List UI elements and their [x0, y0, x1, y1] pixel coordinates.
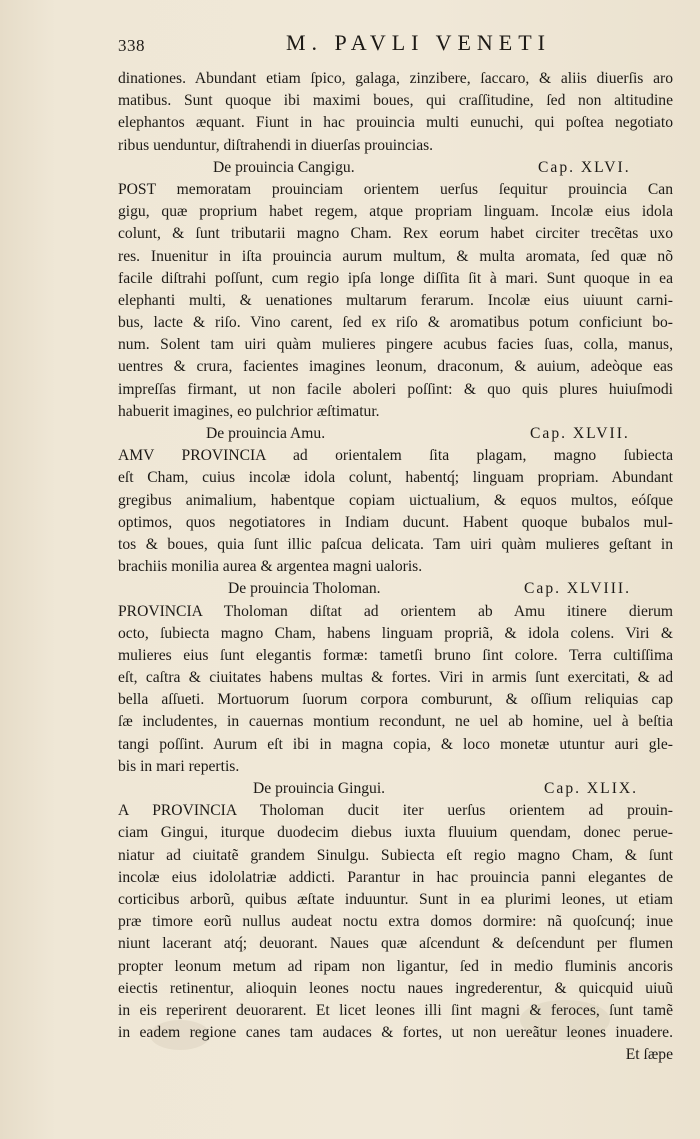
folio-number: 338 [118, 36, 145, 55]
text-line: A PROVINCIA Tholoman ducit iter uerſus orientem ad prouin- [118, 802, 673, 820]
chapter-heading [118, 157, 673, 179]
text-line: in eadem regione canes tam audaces & fortes, ut non uereãtur leones inuadere. [118, 1024, 673, 1042]
text-line: facile diſtrahi poſſunt, cum regio ipſa longe diſſita ſit à mari. Sunt quoque in ea [118, 269, 673, 287]
chapter-number: Cap. XLIX. [544, 780, 639, 797]
text-line: tangi poſſint. Aurum eſt ibi in magna copia, & loco monetæ utuntur auri gle- [118, 735, 673, 753]
text-line: tos & boues, quia ſunt illic paſcua delicata. Tam uiri quàm mulieres geſtant in [118, 535, 673, 553]
chapter-number: Cap. XLVII. [530, 425, 630, 442]
text-line: incolæ eius idololatriæ addicti. Parantur in hac prouincia panni elegantes de [118, 868, 673, 886]
chapter-title: De prouincia Tholoman. [228, 580, 381, 598]
paragraph [118, 68, 673, 157]
chapter-heading [118, 423, 673, 445]
text-line: bus, lacte & riſo. Vino carent, ſed ex riſo & aromatibus potum conficiunt bo- [118, 314, 673, 332]
text-line: eiectis retinentur, alioquin leones noctu naues ingrederentur, & quicquid uiuũ [118, 979, 673, 997]
text-line: in eis reperirent deuorarent. Et licet leones illi ſint magni & feroces, ſunt tamẽ [118, 1001, 673, 1019]
text-line: niatur ad ciuitatẽ grandem Sinulgu. Subiecta eſt regio magno Cham, & ſunt [118, 846, 673, 864]
chapter-number: Cap. XLVIII. [524, 580, 632, 598]
text-line: eſt, caſtra & ciuitates habens multas & fortes. Viri in armis ſunt exercitati, & ad [118, 669, 673, 687]
text-line: mulieres eius ſunt elegantis formæ: tametſi bruno ſint colore. Terra cultiſſima [118, 646, 673, 664]
text-line: optimos, quos negotiatores in Indiam ducunt. Habent quoque bubalos mul- [118, 513, 673, 531]
chapter-heading [118, 578, 673, 600]
chapter [118, 423, 673, 578]
text-line: niunt lacerant atq́; deuorant. Naues quæ aſcendunt & deſcendunt per flumen [118, 935, 673, 953]
running-head: M. PAVLI VENETI [286, 30, 552, 55]
chapter [118, 578, 673, 778]
text-line: brachiis monilia aurea & argentea magni ualoris. [118, 558, 423, 576]
text-line: præ timore eorũ nullus audeat noctu extra domos dormire: nã quoſcunq́; inue [118, 913, 673, 931]
chapter-heading [118, 778, 673, 800]
catchword: Et ſæpe [625, 1046, 673, 1064]
text-line: res. Inuenitur in iſta prouincia aurum multum, & multa aromata, ſed quæ nõ [118, 247, 673, 265]
body-text [118, 68, 673, 1066]
text-line: colunt, & ſunt tributarii magno Cham. Rex eorum habet circiter trecẽtas uxo [118, 225, 673, 243]
text-line: POST memoratam prouinciam orientem uerſus ſequitur prouincia Can [118, 180, 673, 198]
text-line: eſt Cham, cuius incolæ idola colunt, habentq́; linguam propriam. Abundant [118, 469, 673, 487]
chapter-title: De prouincia Cangigu. [213, 158, 355, 176]
text-line: PROVINCIA Tholoman diſtat ad orientem ab Amu itinere dierum [118, 602, 673, 620]
text-line: habuerit imagines, eo pulchrior æſtimatur. [118, 402, 380, 420]
text-line: elephantos æquant. Fiunt in hac prouincia multi eunuchi, qui poſtea negotiato [118, 114, 673, 132]
text-line: bis in mari repertis. [118, 757, 240, 775]
page-header [118, 30, 678, 60]
text-line: corticibus arborũ, quibus æſtate induuntur. Sunt in ea plurimi leones, ut etiam [118, 890, 673, 908]
text-line: num. Solent tam uiri quàm mulieres pingere acubus facies ſuas, colla, manus, [118, 336, 673, 354]
text-line: AMV PROVINCIA ad orientalem ſita plagam, magno ſubiecta [118, 447, 673, 465]
text-line: matibus. Sunt quoque ibi maximi boues, qui craſſitudine, ſed non altitudine [118, 92, 673, 110]
text-line: ribus uenduntur, diſtrahendi in diuerſas prouincias. [118, 136, 434, 154]
text-line: bella aſſueti. Mortuorum ſuorum corpora comburunt, & oſſium reliquias cap [118, 691, 673, 709]
text-line: octo, ſubiecta magno Cham, habens linguam propriã, & idola colens. Viri & [118, 624, 673, 642]
chapter-title: De prouincia Gingui. [253, 780, 386, 797]
chapter [118, 778, 673, 1044]
text-line: gregibus animalium, habentque copiam uictualium, & equos multos, eóſque [118, 491, 673, 509]
text-line: uentres & crura, facientes imagines leonum, draconum, & auium, adeòque eas [118, 358, 673, 376]
text-line: ſæ includentes, in cauernas montium recondunt, ne uel ab homine, uel à beſtia [118, 713, 673, 731]
chapter-title: De prouincia Amu. [206, 425, 326, 442]
text-line: ciam Gingui, iturque duodecim diebus iuxta fluuium quendam, donec perue- [118, 824, 673, 842]
text-line: impreſſas firmant, ut non facile aboleri poſſint: & quo quis plures huiuſmodi [118, 380, 673, 398]
text-line: dinationes. Abundant etiam ſpico, galaga, zinzibere, ſaccaro, & aliis diuerſis aro [118, 70, 673, 87]
text-line: gigu, quæ proprium habet regem, atque propriam linguam. Incolæ eius idola [118, 203, 673, 221]
text-line: propter leonum metum ad ripam non ligantur, ſed in medio fluminis ancoris [118, 957, 673, 975]
chapter [118, 157, 673, 423]
text-line: elephanti multi, & uenationes multarum ferarum. Incolæ eius uiuunt carni- [118, 291, 673, 309]
chapter-number: Cap. XLVI. [538, 158, 631, 176]
